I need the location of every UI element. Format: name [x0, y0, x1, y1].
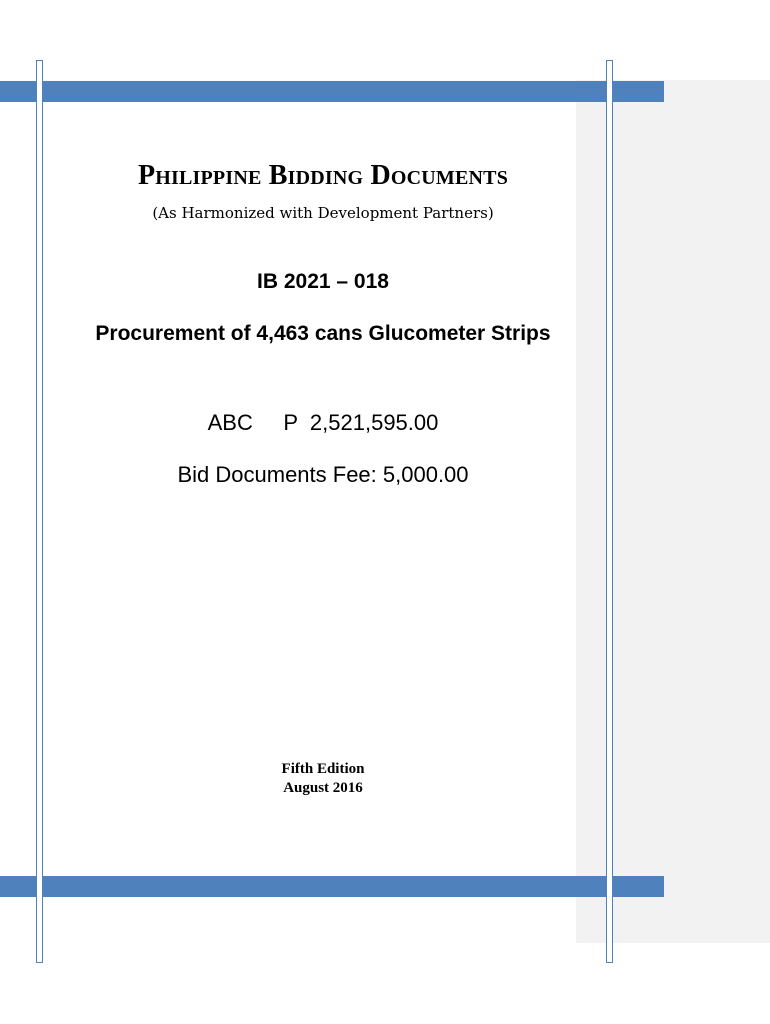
edition-date: August 2016	[283, 780, 363, 796]
top-header-band	[0, 81, 664, 102]
ib-number: IB 2021 – 018	[257, 270, 389, 293]
document-title: Philippine Bidding Documents	[137, 160, 509, 191]
left-vertical-rule	[36, 60, 43, 963]
procurement-title: Procurement of 4,463 cans Glucometer Strips	[95, 322, 551, 345]
right-vertical-rule	[606, 60, 613, 963]
edition-info	[60, 760, 586, 798]
abc-label: ABC	[207, 410, 253, 435]
document-subtitle: (As Harmonized with Development Partners)	[152, 204, 494, 222]
abc-value: P 2,521,595.00	[283, 410, 439, 435]
abc-line	[60, 410, 586, 436]
bottom-footer-band	[0, 876, 664, 897]
bid-documents-fee: Bid Documents Fee: 5,000.00	[177, 462, 469, 487]
edition-label: Fifth Edition	[281, 761, 365, 777]
